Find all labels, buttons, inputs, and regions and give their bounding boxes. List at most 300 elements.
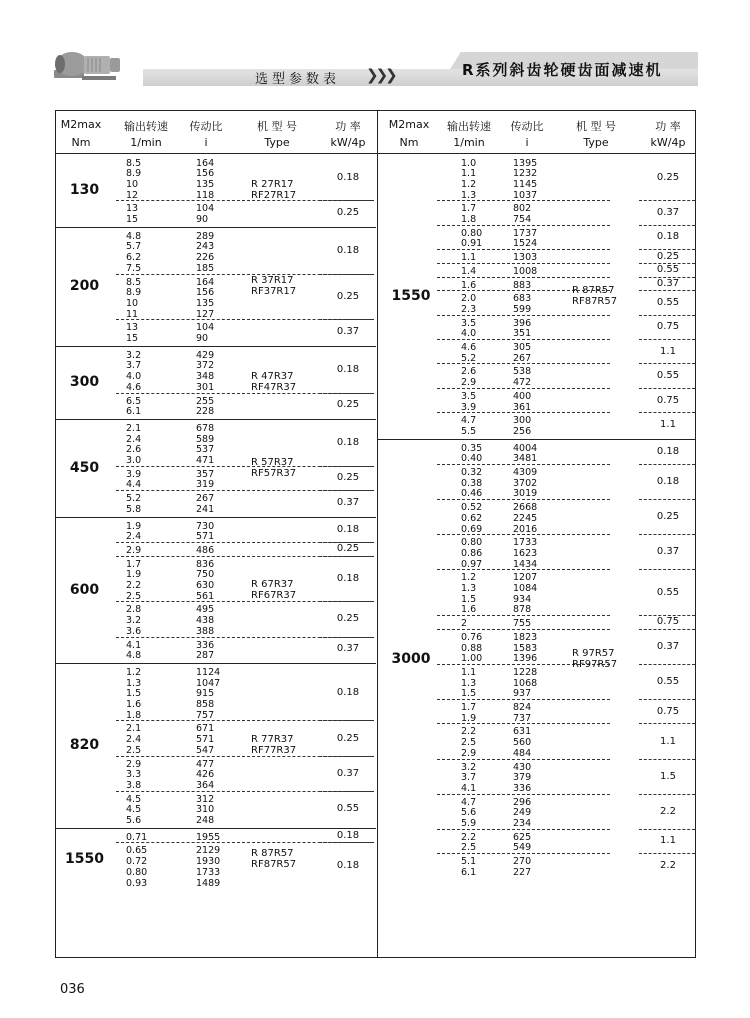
ratio-value: 364: [196, 779, 215, 791]
ratio-value: 127: [196, 308, 215, 320]
chevrons-icon: ❯❯❯: [366, 66, 395, 84]
ratio-value: 226: [196, 252, 215, 264]
col-ratio-r: 传动比: [510, 120, 544, 133]
group-divider: [437, 723, 610, 724]
gear-motor-icon: [52, 48, 124, 86]
col-power-unit: kW/4p: [330, 136, 366, 149]
power-value: 0.55: [656, 296, 680, 308]
ratio-value: 348: [196, 371, 215, 383]
power-value: 1.5: [660, 770, 676, 782]
speed-value: 5.1: [461, 856, 477, 868]
group-divider: [437, 499, 610, 500]
ratio-value: 185: [196, 262, 215, 274]
ratio-value: 477: [196, 758, 215, 770]
group-divider: [437, 699, 610, 700]
speed-value: 2.5: [126, 590, 142, 602]
power-value: 0.18: [336, 524, 360, 536]
power-value: 0.25: [336, 472, 360, 484]
power-value: 0.37: [656, 546, 680, 558]
speed-value: 3.9: [126, 468, 142, 480]
power-value: 0.25: [656, 171, 680, 183]
mmax-value: 1550: [65, 851, 104, 867]
ratio-value: 2016: [513, 523, 538, 535]
col-model-unit: Type: [264, 136, 290, 149]
power-value: 0.37: [656, 277, 680, 289]
model-type: R 37R17: [251, 275, 294, 287]
col-ratio-unit: i: [204, 136, 208, 149]
power-value: 0.55: [656, 675, 680, 687]
power-divider: [639, 200, 695, 201]
speed-value: 0.76: [461, 631, 483, 643]
model-type: R 97R57: [572, 648, 615, 660]
speed-value: 0.80: [126, 866, 148, 878]
power-value: 0.18: [336, 686, 360, 698]
power-divider: [319, 556, 374, 557]
ratio-value: 289: [196, 230, 215, 242]
speed-value: 2.6: [461, 366, 477, 378]
ratio-value: 1623: [513, 547, 538, 559]
speed-value: 2.4: [126, 734, 142, 746]
speed-value: 0.91: [461, 238, 483, 250]
ratio-value: 1232: [513, 168, 538, 180]
section-divider: [377, 439, 695, 440]
model-type: R 27R17: [251, 179, 294, 191]
group-divider: [437, 759, 610, 760]
power-divider: [639, 499, 695, 500]
speed-value: 1.3: [461, 677, 477, 689]
ratio-value: 1930: [196, 856, 221, 868]
group-divider: [437, 569, 610, 570]
power-divider: [639, 699, 695, 700]
speed-value: 3.8: [126, 779, 142, 791]
group-divider: [437, 277, 610, 278]
speed-value: 2.6: [126, 444, 142, 456]
ratio-value: 372: [196, 360, 215, 372]
ratio-value: 678: [196, 422, 215, 434]
model-type: R 77R37: [251, 734, 294, 746]
model-type: RF37R17: [251, 286, 297, 298]
speed-value: 4.1: [461, 782, 477, 794]
ratio-value: 937: [513, 688, 532, 700]
ratio-value: 234: [513, 818, 532, 829]
speed-value: 1.2: [461, 572, 477, 584]
ratio-value: 3019: [513, 488, 538, 500]
subtitle: 选型参数表: [255, 72, 341, 87]
power-divider: [639, 388, 695, 389]
col-model: 机 型 号: [257, 120, 297, 133]
ratio-value: 2668: [513, 502, 538, 514]
group-divider: [437, 388, 610, 389]
ratio-value: 312: [196, 793, 215, 805]
ratio-value: 934: [513, 593, 532, 605]
speed-value: 1.7: [126, 558, 142, 570]
ratio-value: 1583: [513, 642, 538, 654]
ratio-value: 287: [196, 650, 215, 662]
speed-value: 2.3: [461, 303, 477, 315]
ratio-value: 164: [196, 157, 215, 169]
ratio-value: 1037: [513, 189, 538, 201]
speed-value: 0.35: [461, 442, 483, 454]
selection-table: [55, 110, 696, 958]
speed-value: 0.88: [461, 642, 483, 654]
model-type: RF27R17: [251, 190, 297, 202]
speed-value: 4.5: [126, 793, 142, 805]
speed-value: 0.71: [126, 831, 148, 843]
power-value: 0.18: [336, 171, 360, 183]
power-value: 1.1: [660, 835, 676, 847]
speed-value: 1.6: [461, 604, 477, 616]
ratio-value: 296: [513, 796, 532, 808]
ratio-value: 472: [513, 377, 532, 389]
speed-value: 0.93: [126, 877, 148, 889]
power-divider: [319, 200, 374, 201]
ratio-value: 156: [196, 287, 215, 299]
power-value: 0.75: [656, 321, 680, 333]
power-value: 0.25: [336, 613, 360, 625]
col-power-r: 功 率: [655, 120, 681, 133]
power-divider: [639, 225, 695, 226]
speed-value: 0.65: [126, 845, 148, 857]
power-value: 0.75: [656, 394, 680, 406]
speed-value: 0.46: [461, 488, 483, 500]
power-divider: [319, 842, 374, 843]
group-divider: [437, 200, 610, 201]
speed-value: 13: [126, 322, 139, 334]
speed-value: 1.7: [461, 203, 477, 215]
ratio-value: 599: [513, 303, 532, 315]
model-type: RF57R37: [251, 467, 297, 479]
model-type: RF67R37: [251, 589, 297, 601]
speed-value: 3.2: [126, 349, 142, 361]
speed-value: 2.8: [126, 604, 142, 616]
speed-value: 5.2: [126, 493, 142, 505]
power-value: 0.37: [336, 643, 360, 655]
col-speed-unit-r: 1/min: [453, 136, 485, 149]
col-mmax-unit-r: Nm: [399, 136, 419, 149]
speed-value: 8.9: [126, 287, 142, 299]
ratio-value: 824: [513, 702, 532, 713]
speed-value: 0.62: [461, 512, 483, 524]
ratio-value: 118: [196, 189, 215, 201]
speed-value: 1.9: [461, 712, 477, 724]
ratio-value: 538: [513, 366, 532, 378]
speed-value: 1.3: [461, 583, 477, 594]
speed-value: 0.86: [461, 547, 483, 559]
speed-value: 1.2: [126, 666, 142, 678]
ratio-value: 537: [196, 444, 215, 456]
speed-value: 1.6: [461, 279, 477, 291]
speed-value: 2.2: [126, 580, 142, 591]
group-divider: [437, 263, 610, 264]
ratio-value: 1207: [513, 572, 538, 584]
speed-value: 0.80: [461, 227, 483, 239]
ratio-value: 135: [196, 297, 215, 309]
speed-value: 5.6: [461, 807, 477, 819]
ratio-value: 104: [196, 322, 215, 334]
power-value: 1.1: [660, 345, 676, 357]
ratio-value: 1434: [513, 558, 538, 570]
power-value: 0.25: [336, 207, 360, 218]
ratio-value: 883: [513, 279, 532, 291]
power-divider: [639, 290, 695, 291]
speed-value: 1.0: [461, 157, 477, 169]
ratio-value: 4004: [513, 442, 538, 454]
speed-value: 1.6: [126, 699, 142, 710]
ratio-value: 336: [196, 639, 215, 651]
ratio-value: 1047: [196, 677, 221, 689]
speed-value: 15: [126, 333, 139, 344]
ratio-value: 388: [196, 625, 215, 637]
ratio-value: 730: [196, 520, 215, 532]
col-power-unit-r: kW/4p: [650, 136, 686, 149]
model-type: R 47R37: [251, 371, 294, 383]
power-value: 0.75: [656, 616, 680, 628]
ratio-value: 571: [196, 734, 215, 746]
speed-value: 1.4: [461, 265, 477, 277]
ratio-value: 248: [196, 815, 215, 826]
ratio-value: 1068: [513, 677, 538, 689]
power-divider: [319, 637, 374, 638]
power-divider: [639, 664, 695, 665]
speed-value: 6.5: [126, 395, 142, 407]
power-divider: [639, 853, 695, 854]
page-title: R系列斜齿轮硬齿面减速机: [462, 61, 663, 79]
speed-value: 4.7: [461, 415, 477, 427]
ratio-value: 671: [196, 723, 215, 735]
ratio-value: 737: [513, 712, 532, 724]
power-value: 1.1: [660, 735, 676, 747]
speed-value: 5.5: [461, 425, 477, 437]
speed-value: 0.97: [461, 558, 483, 570]
group-divider: [437, 249, 610, 250]
ratio-value: 90: [196, 333, 209, 344]
ratio-value: 4309: [513, 467, 538, 478]
power-value: 0.55: [656, 264, 680, 276]
speed-value: 2.2: [461, 726, 477, 738]
group-divider: [437, 853, 610, 854]
speed-value: 7.5: [126, 262, 142, 274]
section-divider: [56, 419, 376, 420]
ratio-value: 379: [513, 772, 532, 784]
speed-value: 2.4: [126, 531, 142, 543]
speed-value: 2.9: [126, 544, 142, 556]
power-value: 1.1: [660, 418, 676, 430]
group-divider: [437, 225, 610, 226]
power-divider: [639, 723, 695, 724]
speed-value: 11: [126, 308, 139, 320]
ratio-value: 631: [513, 726, 532, 738]
speed-value: 12: [126, 189, 139, 201]
ratio-value: 301: [196, 381, 215, 393]
power-value: 0.25: [336, 399, 360, 411]
ratio-value: 1084: [513, 583, 538, 594]
mmax-value: 600: [69, 581, 100, 598]
ratio-value: 267: [513, 352, 532, 364]
speed-value: 4.8: [126, 650, 142, 662]
ratio-value: 878: [513, 604, 532, 616]
power-divider: [319, 393, 374, 394]
power-value: 0.25: [656, 511, 680, 523]
ratio-value: 495: [196, 604, 215, 616]
section-divider: [56, 346, 376, 347]
power-divider: [639, 829, 695, 830]
ratio-value: 1303: [513, 252, 538, 264]
ratio-value: 104: [196, 203, 215, 215]
speed-value: 0.38: [461, 477, 483, 489]
speed-value: 15: [126, 214, 139, 225]
speed-value: 1.2: [461, 178, 477, 190]
speed-value: 3.0: [126, 455, 142, 466]
speed-value: 2: [461, 618, 468, 630]
speed-value: 2.5: [461, 842, 477, 854]
section-divider: [56, 828, 376, 829]
ratio-value: 438: [196, 615, 215, 627]
speed-value: 3.6: [126, 625, 142, 637]
ratio-value: 755: [513, 618, 532, 630]
speed-value: 2.9: [461, 747, 477, 759]
ratio-value: 754: [513, 214, 532, 225]
power-value: 2.2: [660, 805, 676, 817]
speed-value: 4.1: [126, 639, 142, 651]
col-mmax: M2max: [60, 118, 102, 131]
mmax-value: 300: [69, 374, 100, 391]
ratio-value: 1733: [513, 537, 538, 549]
speed-value: 1.5: [461, 688, 477, 700]
model-type: R 57R37: [251, 456, 294, 468]
ratio-value: 1396: [513, 653, 538, 665]
speed-value: 4.7: [461, 796, 477, 808]
col-mmax-unit: Nm: [71, 136, 91, 149]
ratio-value: 1395: [513, 157, 538, 169]
col-speed-unit: 1/min: [130, 136, 162, 149]
speed-value: 10: [126, 178, 139, 190]
speed-value: 1.8: [461, 214, 477, 225]
ratio-value: 228: [196, 406, 215, 418]
ratio-value: 300: [513, 415, 532, 427]
ratio-value: 357: [196, 468, 215, 480]
speed-value: 6.1: [126, 406, 142, 418]
ratio-value: 858: [196, 699, 215, 710]
ratio-value: 915: [196, 688, 215, 700]
power-value: 0.18: [336, 830, 360, 842]
power-value: 0.25: [656, 250, 680, 262]
ratio-value: 683: [513, 293, 532, 305]
speed-value: 5.7: [126, 241, 142, 253]
power-divider: [319, 756, 374, 757]
ratio-value: 549: [513, 842, 532, 854]
ratio-value: 426: [196, 769, 215, 781]
speed-value: 4.0: [461, 328, 477, 340]
speed-value: 3.5: [461, 390, 477, 402]
speed-value: 2.9: [126, 758, 142, 770]
ratio-value: 90: [196, 214, 209, 225]
ratio-value: 802: [513, 203, 532, 215]
power-divider: [319, 490, 374, 491]
power-value: 0.37: [336, 767, 360, 779]
ratio-value: 1124: [196, 666, 221, 678]
speed-value: 3.3: [126, 769, 142, 781]
ratio-value: 750: [196, 569, 215, 581]
power-value: 0.55: [336, 802, 360, 814]
power-value: 0.37: [336, 326, 360, 337]
speed-value: 4.6: [461, 342, 477, 353]
ratio-value: 1145: [513, 178, 538, 190]
power-divider: [639, 569, 695, 570]
speed-value: 3.7: [461, 772, 477, 784]
group-divider: [437, 629, 610, 630]
ratio-value: 2129: [196, 845, 221, 857]
speed-value: 1.5: [126, 688, 142, 700]
speed-value: 5.8: [126, 503, 142, 515]
ratio-value: 1008: [513, 265, 538, 277]
power-divider: [639, 315, 695, 316]
ratio-value: 243: [196, 241, 215, 253]
speed-value: 6.1: [461, 866, 477, 878]
speed-value: 1.3: [461, 189, 477, 201]
ratio-value: 430: [513, 761, 532, 773]
speed-value: 1.9: [126, 520, 142, 532]
speed-value: 2.2: [461, 831, 477, 843]
ratio-value: 1228: [513, 666, 538, 678]
power-value: 0.25: [336, 732, 360, 744]
ratio-value: 1489: [196, 877, 221, 889]
ratio-value: 1524: [513, 238, 538, 250]
power-divider: [639, 629, 695, 630]
power-value: 0.37: [336, 496, 360, 508]
ratio-value: 361: [513, 401, 532, 413]
mmax-value: 820: [69, 737, 100, 754]
speed-value: 8.9: [126, 168, 142, 180]
ratio-value: 305: [513, 342, 532, 353]
speed-value: 2.1: [126, 723, 142, 735]
speed-value: 4.6: [126, 381, 142, 393]
speed-value: 1.00: [461, 653, 483, 665]
speed-value: 2.9: [461, 377, 477, 389]
ratio-value: 3481: [513, 453, 538, 465]
power-divider: [639, 363, 695, 364]
model-type: RF87R57: [572, 296, 618, 307]
speed-value: 5.9: [461, 818, 477, 829]
mmax-value: 200: [69, 278, 100, 295]
power-divider: [639, 534, 695, 535]
ratio-value: 336: [513, 782, 532, 794]
power-divider: [639, 464, 695, 465]
speed-value: 1.1: [461, 252, 477, 264]
col-power: 功 率: [335, 120, 361, 133]
center-divider: [377, 111, 378, 957]
ratio-value: 164: [196, 276, 215, 288]
ratio-value: 561: [196, 590, 215, 602]
model-type: R 67R37: [251, 578, 294, 590]
group-divider: [437, 315, 610, 316]
speed-value: 0.32: [461, 467, 483, 478]
ratio-value: 571: [196, 531, 215, 543]
speed-value: 4.4: [126, 479, 142, 491]
col-ratio: 传动比: [189, 120, 223, 133]
speed-value: 2.4: [126, 433, 142, 445]
speed-value: 1.1: [461, 168, 477, 180]
ratio-value: 249: [513, 807, 532, 819]
ratio-value: 3702: [513, 477, 538, 489]
mmax-value: 1550: [391, 288, 431, 304]
speed-value: 4.0: [126, 371, 142, 383]
speed-value: 1.1: [461, 666, 477, 678]
speed-value: 13: [126, 203, 139, 215]
power-divider: [639, 759, 695, 760]
ratio-value: 757: [196, 709, 215, 721]
col-model-unit-r: Type: [583, 136, 609, 149]
ratio-value: 484: [513, 747, 532, 759]
